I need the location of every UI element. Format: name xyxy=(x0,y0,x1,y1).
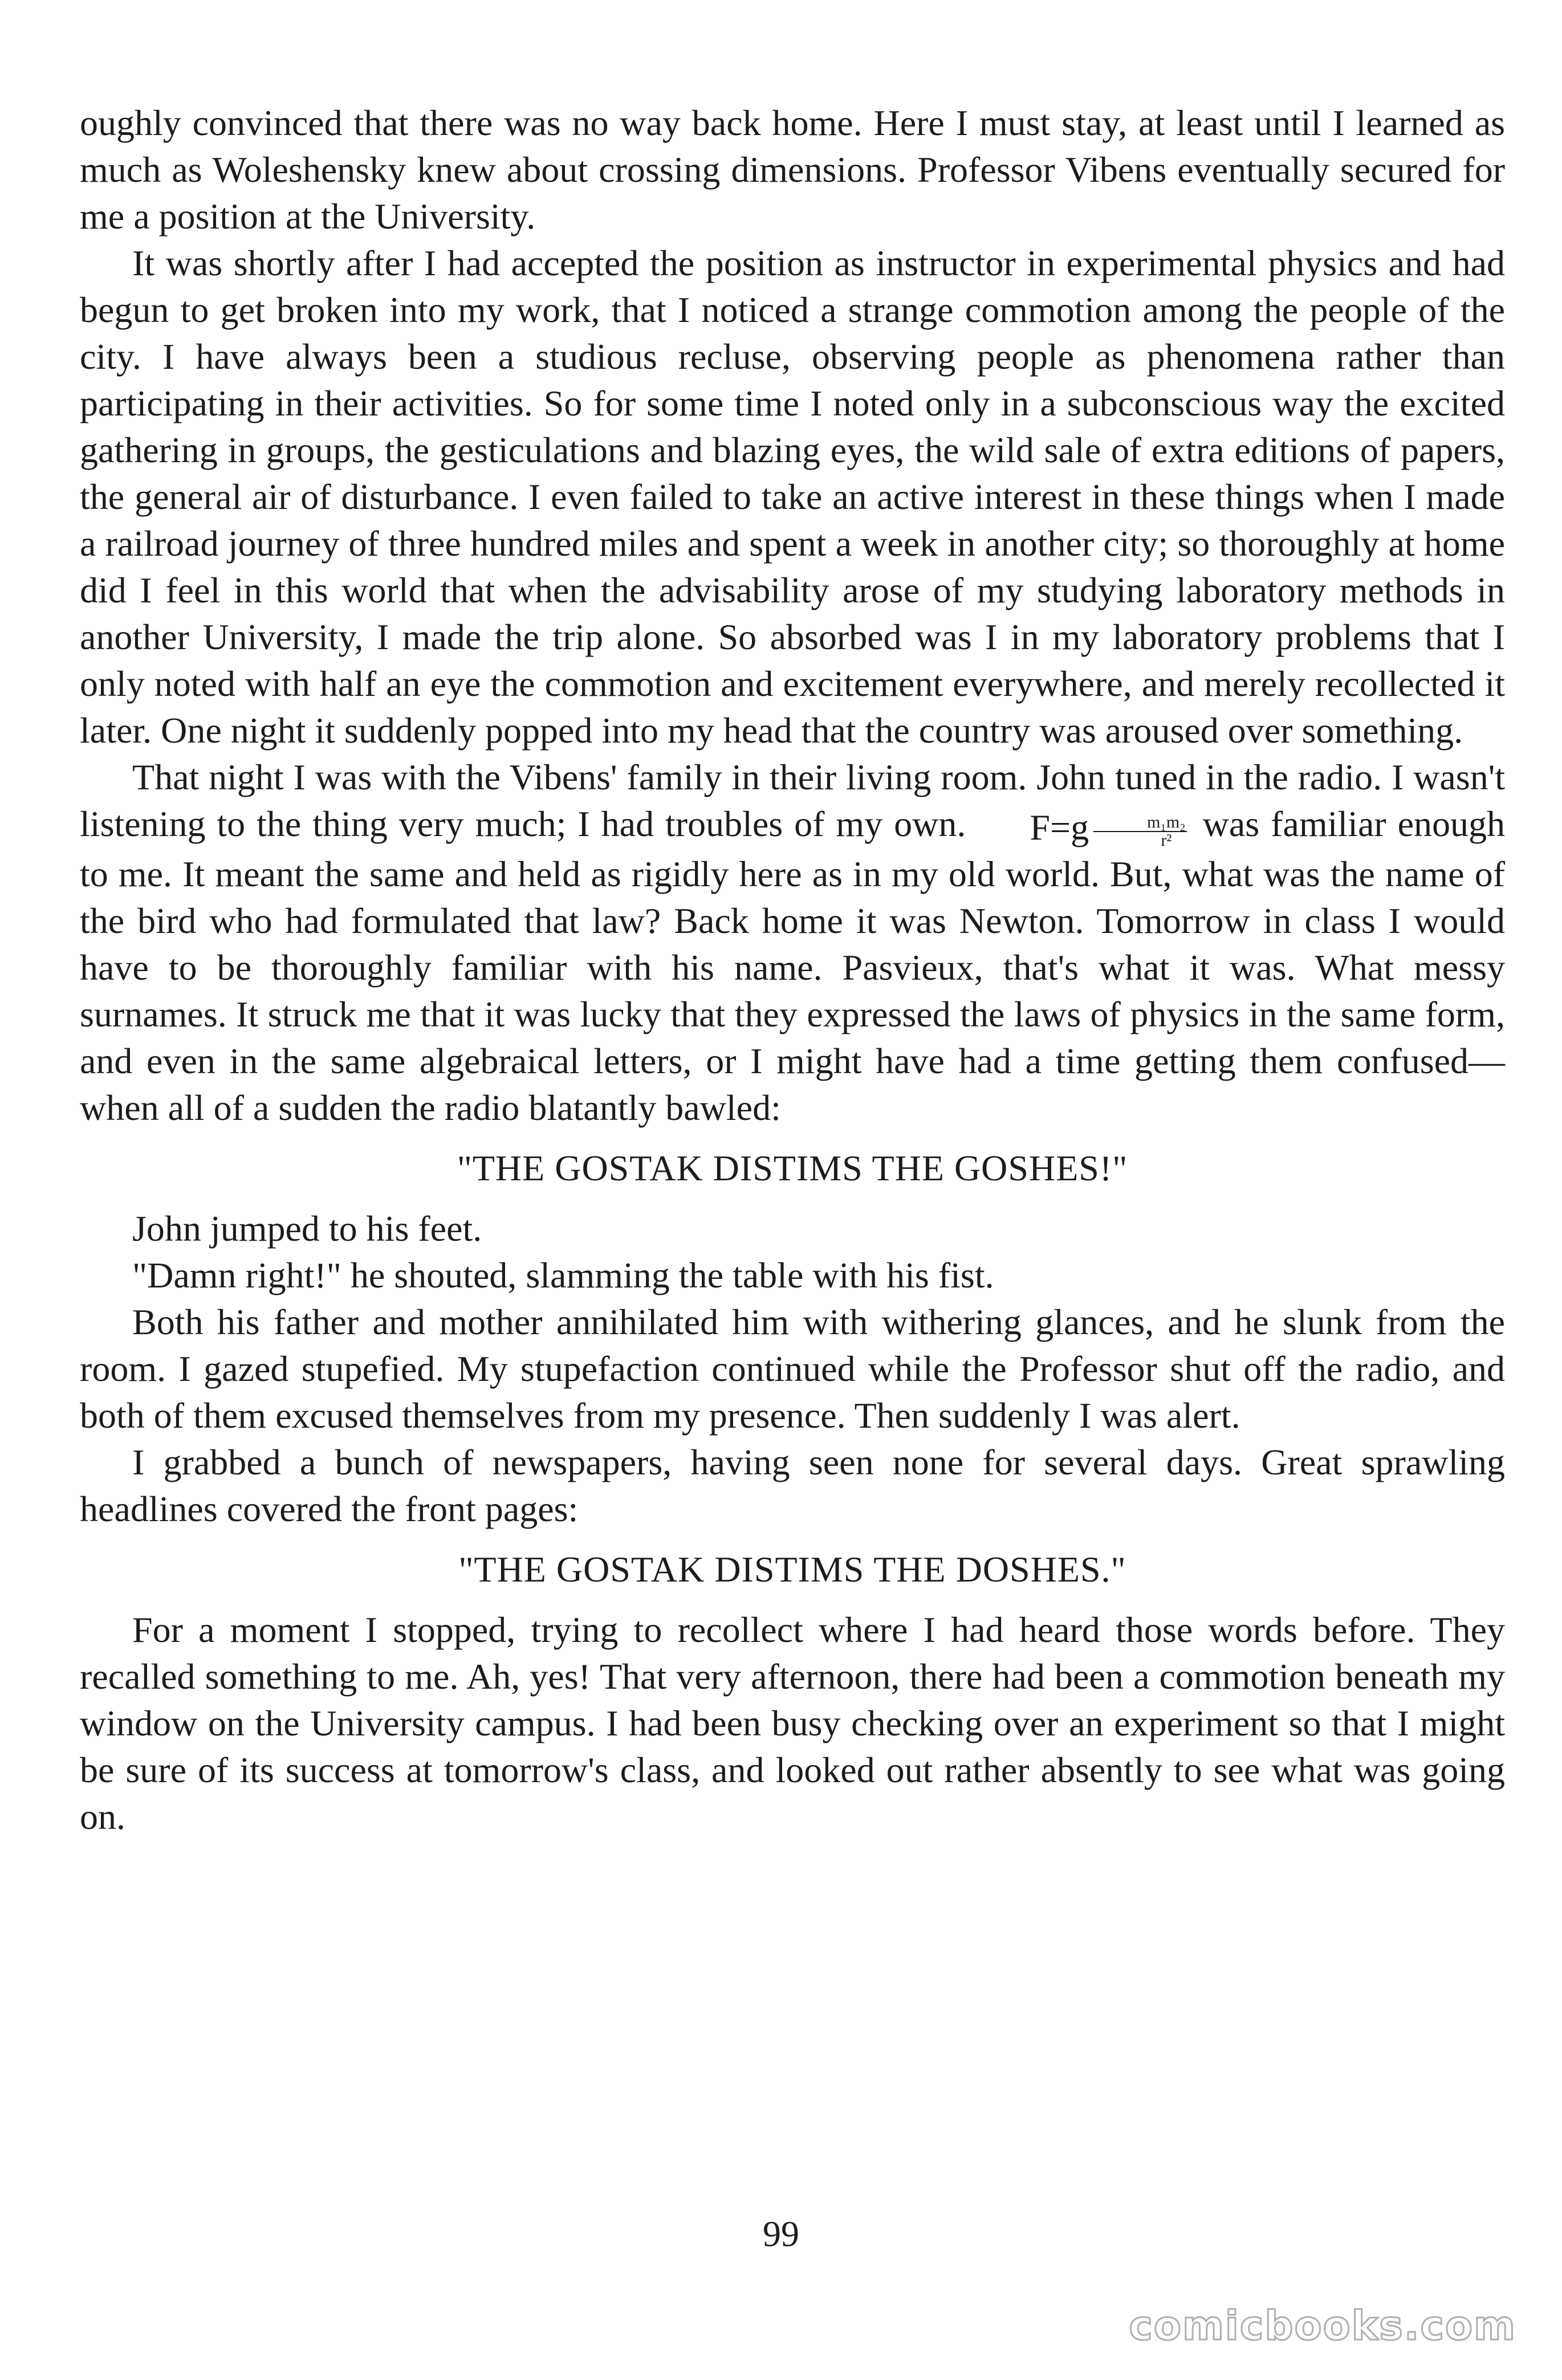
paragraph-1: oughly convinced that there was no way back home. Here I must stay, at least until I learned as much as Woleshensky knew about crossing dimensions. Professor Vibens eventually secured for me a position at the University. xyxy=(80,103,1505,237)
page-body xyxy=(80,100,1505,1840)
paragraph-3 xyxy=(80,754,1505,1131)
paragraph-4: John jumped to his feet. xyxy=(132,1208,482,1249)
paragraph-3-before-formula: That night I was with the Vibens' family in their living room. John tuned in the radio. I wasn't listening to the thing very much; I had troubles of my own. xyxy=(80,757,1505,844)
paragraph-3-after-formula: was familiar enough to me. It meant the same and held as rigidly here as in my old world. But, what was the name of the bird who had formulated that law? Back home it was Newton. Tomorrow in class I would have to be thoroughly familiar with his name. Pasvieux, that's what it was. What messy surnames. It struck me that it was lucky that they expressed the laws of physics in the same form, and even in the same algebraical letters, or I might have had a time getting them confused—when all of a sudden the radio blatantly bawled: xyxy=(80,804,1506,1128)
paragraph-6: Both his father and mother annihilated him with withering glances, and he slunk from the room. I gazed stupefied. My stupefaction continued while the Professor shut off the radio, and both of them excused themselves from my presence. Then suddenly I was alert. xyxy=(80,1302,1505,1436)
formula-denominator: r² xyxy=(1161,830,1172,850)
radio-headline: "THE GOSTAK DISTIMS THE GOSHES!" xyxy=(457,1148,1128,1189)
paragraph-2: It was shortly after I had accepted the position as instructor in experimental physics and had begun to get broken into my work, that I noticed a strange commotion among the people of the city. I have always been a studious recluse, observing people as phenomena rather than participating in their activities. So for some time I noted only in a subconscious way the excited gathering in groups, the gesticulations and blazing eyes, the wild sale of extra editions of papers, the general air of disturbance. I even failed to take an active interest in these things when I made a railroad journey of three hundred miles and spent a week in another city; so thoroughly at home did I feel in this world that when the advisability arose of my studying laboratory methods in another University, I made the trip alone. So absorbed was I in my laboratory problems that I only noted with half an eye the commotion and excitement everywhere, and merely recollected it later. One night it suddenly popped into my head that the country was aroused over something. xyxy=(80,243,1505,751)
paragraph-8: For a moment I stopped, trying to recollect where I had heard those words before. They recalled something to me. Ah, yes! That very afternoon, there had been a commotion beneath my window on the University campus. I had been busy checking over an experiment so that I might be sure of its success at tomorrow's class, and looked out rather absently to see what was going on. xyxy=(80,1609,1505,1837)
paragraph-7: I grabbed a bunch of newspapers, having seen none for several days. Great sprawling headlines covered the front pages: xyxy=(80,1442,1505,1530)
newspaper-headline: "THE GOSTAK DISTIMS THE DOSHES." xyxy=(458,1549,1126,1590)
gravitation-formula xyxy=(977,804,1191,851)
paragraph-5: "Damn right!" he shouted, slamming the table with his fist. xyxy=(132,1255,994,1296)
formula-fraction xyxy=(1093,814,1187,849)
page-number: 99 xyxy=(763,2214,799,2254)
formula-lhs: F=g xyxy=(1030,807,1089,848)
formula-numerator: m₁m₂ xyxy=(1093,814,1187,832)
site-watermark: comicbooks.com xyxy=(1129,2302,1516,2349)
